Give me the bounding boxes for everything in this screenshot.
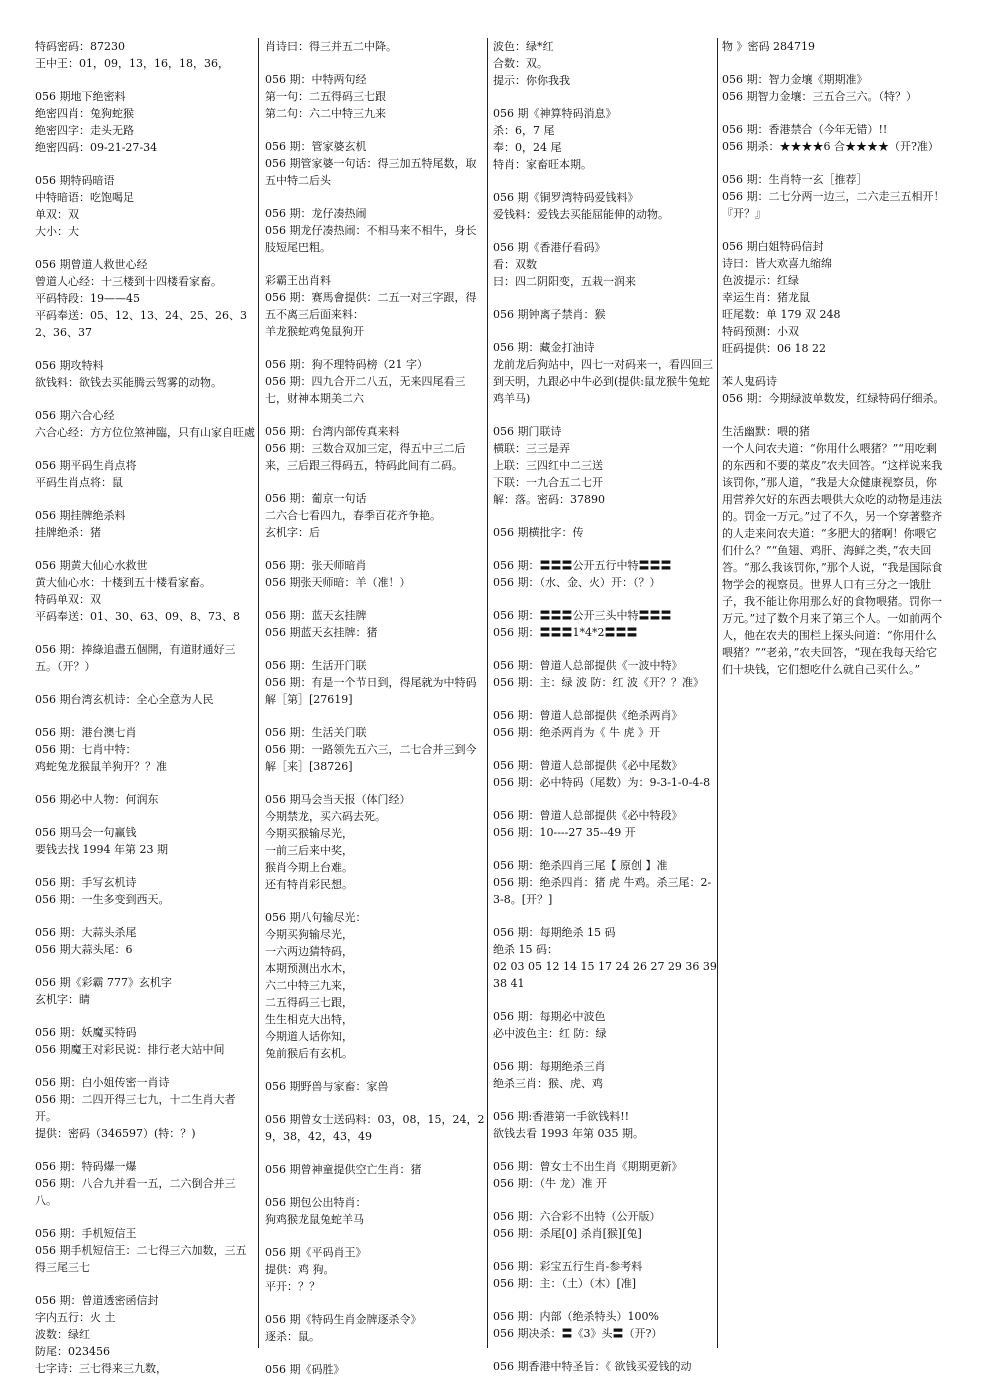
text-block — [35, 407, 257, 441]
text-line: 平码奉送：05、12、13、24、25、26、32、36、37 — [35, 309, 247, 339]
text-block — [265, 607, 487, 641]
text-line: 今期买猴输尽光， — [265, 827, 353, 840]
text-line: 生生相克大出特， — [265, 1013, 353, 1026]
text-line: 中特暗语：吃饱喝足 — [35, 191, 134, 204]
text-block — [493, 423, 717, 508]
text-block — [493, 189, 717, 223]
text-line: 056 期：六合彩不出特（公开版） — [493, 1210, 661, 1223]
text-line: 056 期大蒜头尾：6 — [35, 943, 133, 956]
text-line: 056 期横批字：传 — [493, 526, 584, 539]
text-line: 056 期黄大仙心水救世 — [35, 559, 148, 572]
text-line: 056 期挂牌绝杀料 — [35, 509, 126, 522]
text-line: 056 期：（水、金、火）开：（？） — [493, 576, 661, 589]
text-line: 鸡蛇兔龙猴鼠羊狗开？？准 — [35, 760, 167, 773]
text-line: 提示：你你我我 — [493, 74, 570, 87]
text-line: 056 期：香港禁合（今年无错）!! — [722, 123, 888, 136]
text-line: 逐杀：鼠。 — [265, 1330, 320, 1343]
text-line: 056 期：曾道透密函信封 — [35, 1294, 159, 1307]
text-block — [35, 791, 257, 808]
text-line: 056 期：杀尾[0] 杀肖[猴][兔] — [493, 1227, 642, 1240]
text-line: 056 期：生活关门联 — [265, 726, 367, 739]
text-line: 欲钱料：欲钱去买能腾云驾雾的动物。 — [35, 376, 222, 389]
text-line: 七字诗：三七得来三九数， — [35, 1362, 167, 1375]
text-line: 兔前猴后有玄机。 — [265, 1047, 353, 1060]
text-block — [493, 38, 717, 89]
text-block — [493, 1308, 717, 1342]
text-line: 056 期：龙仔凑热闹 — [265, 207, 367, 220]
text-line: 奉：0，24 尾 — [493, 141, 562, 154]
text-block — [265, 1078, 487, 1095]
text-line: 056 期必中人物：何润东 — [35, 793, 159, 806]
text-line: 056 期：藏金打油诗 — [493, 341, 595, 354]
text-line: 056 期：曾道人总部提供《必中尾数》 — [493, 759, 683, 772]
text-line: 提供：鸡 狗。 — [265, 1263, 335, 1276]
text-line: 056 期：〓〓〓1*4*2〓〓〓 — [493, 626, 638, 639]
text-line: 056 期野兽与家畜：家兽 — [265, 1080, 389, 1093]
text-line: 幸运生肖：猪龙鼠 — [722, 291, 810, 304]
text-line: 056 期：绝杀四肖三尾【 原创 】准 — [493, 859, 668, 872]
text-line: 056 期：今期绿波单数发，红绿特码仔细杀。 — [722, 392, 945, 405]
text-line: 056 期《铜罗湾特码爱钱料》 — [493, 191, 639, 204]
text-line: 056 期决杀：〓《3》头〓（开?） — [493, 1327, 663, 1340]
text-line: 看：双数 — [493, 258, 537, 271]
text-line: 合数：双。 — [493, 57, 548, 70]
text-line: 056 期：捧綠追盡五個開，有道財通好三五。（开？） — [35, 643, 236, 673]
text-line: 绝密四字：走头无路 — [35, 124, 134, 137]
text-block — [35, 256, 257, 341]
text-block — [35, 874, 257, 908]
text-block — [722, 238, 946, 357]
text-line: 056 期：港台澳七肖 — [35, 726, 137, 739]
text-block — [265, 356, 487, 407]
text-line: 横联：三三是弄 — [493, 442, 570, 455]
text-line: 挂牌绝杀：猪 — [35, 526, 101, 539]
text-line: 056 期：特码爆一爆 — [35, 1160, 137, 1173]
text-block — [722, 121, 946, 155]
text-block — [35, 924, 257, 958]
text-line: 字内五行：火 土 — [35, 1311, 116, 1324]
text-line: 056 期：〓〓〓公开三头中特〓〓〓 — [493, 609, 672, 622]
text-line: 02 03 05 12 14 15 17 24 26 27 29 36 39 38 41 — [493, 960, 721, 990]
text-line: 056 期：妖魔买特码 — [35, 1026, 137, 1039]
text-line: 二五得码三七跟， — [265, 996, 353, 1009]
text-line: 爱钱料：爱钱去买能屈能伸的动物。 — [493, 208, 669, 221]
text-line: 056 期：葡京一句话 — [265, 492, 367, 505]
text-block — [265, 1361, 487, 1378]
text-line: 056 期：有是一个节日到，得尾就为中特码解［第］[27619] — [265, 676, 477, 706]
text-line: 056 期曾神童提供空亡生肖：猪 — [265, 1163, 422, 1176]
text-block — [493, 524, 717, 541]
text-line: 056 期马会一句赢钱 — [35, 826, 137, 839]
column-divider — [258, 38, 259, 1348]
text-line: 还有特肖彩民想。 — [265, 878, 353, 891]
text-line: 056 期：（牛 龙）准 开 — [493, 1177, 607, 1190]
column-divider — [487, 38, 488, 1348]
text-line: 羊龙猴蛇鸡兔鼠狗开 — [265, 325, 364, 338]
text-block — [722, 423, 946, 678]
text-block — [35, 824, 257, 858]
text-line: 056 期：曾道人总部提供《必中特段》 — [493, 809, 683, 822]
text-block — [35, 974, 257, 1008]
text-block — [493, 1208, 717, 1242]
text-block — [265, 71, 487, 122]
text-block — [493, 105, 717, 173]
text-block — [265, 205, 487, 256]
text-line: 056 期《码胜》 — [265, 1363, 345, 1376]
text-line: 056 期《彩霸 777》玄机字 — [35, 976, 172, 989]
text-line: 旺尾数：单 179 双 248 — [722, 308, 841, 321]
text-line: 色波提示：红绿 — [722, 274, 799, 287]
text-block — [35, 641, 257, 675]
text-line: 056 期：主：绿 波 防：红 波《开？？准》 — [493, 676, 704, 689]
text-line: 056 期：生肖特一玄［推荐］ — [722, 173, 868, 186]
text-line: 第一句：二五得码三七跟 — [265, 90, 386, 103]
text-line: 物 》密码 284719 — [722, 40, 815, 53]
text-line: 056 期：手机短信王 — [35, 1227, 137, 1240]
text-line: 下联：一九合五二七开 — [493, 476, 603, 489]
text-block — [35, 88, 257, 156]
text-line: 要钱去找 1994 年第 23 期 — [35, 843, 168, 856]
text-line: 056 期：〓〓〓公开五行中特〓〓〓 — [493, 559, 672, 572]
text-line: 056 期：四九合开二八五，无来四尾看三七，财神本期美二六 — [265, 375, 466, 405]
text-line: 056 期：曾道人总部提供《绝杀两肖》 — [493, 709, 683, 722]
text-line: 欲钱去看 1993 年第 035 期。 — [493, 1127, 644, 1140]
text-block — [35, 38, 257, 72]
text-line: 曾道人心经：十三楼到十四楼看家畜。 — [35, 275, 222, 288]
text-line: 猴肖今期上台难。 — [265, 861, 353, 874]
text-line: 056 期门联诗 — [493, 425, 562, 438]
text-line: 056 期手机短信王：二七得三六加数，三五得三尾三七 — [35, 1244, 247, 1274]
text-line: 056 期蓝天玄挂牌：猪 — [265, 626, 378, 639]
text-line: 056 期：蓝天玄挂牌 — [265, 609, 367, 622]
text-line: 056 期杀：★★★★6 合★★★★（开?准） — [722, 140, 939, 153]
text-line: 六二中特三九来， — [265, 979, 353, 992]
text-line: 056 期：七肖中特： — [35, 743, 137, 756]
text-block — [493, 1008, 717, 1042]
text-line: 056 期白姐特码信封 — [722, 240, 824, 253]
text-line: 056 期钟离子禁肖：猴 — [493, 308, 606, 321]
text-line: 056 期：手写玄机诗 — [35, 876, 137, 889]
text-line: 玄机字：睛 — [35, 993, 90, 1006]
text-line: 一个人问农夫道：“你用什么喂猪？”“用吃剩的东西和不要的菜皮”农夫回答。“这样说来我该罚你，”那人道，“我是大众健康视察员，你用营养欠好的东西去喂供大众吃的动物是违法的。罚金一万元。”过了不久，另一个穿著整齐的人走来问农夫道：“多肥大的猪啊！你喂它们什么？”“鱼翅、鸡肝、海鲜之类，”农夫回答。“那么我该罚你，”那个人说，“我是国际食物学会的视察员。世界人口有三分之一饿肚子，我不能让你用那么好的食物喂猪。罚你一万元。”过了数个月来了第三个人。一如前两个人，他在农夫的围栏上探头问道：“你用什么喂猪？”“老弟，”农夫回答，“现在我每天给它们十块钱，它们想吃什么就自己买什么。” — [722, 442, 943, 676]
text-line: 一六两边猜特码， — [265, 945, 353, 958]
text-line: 056 期张天师暗：羊（准！） — [265, 576, 411, 589]
text-line: 056 期特码暗语 — [35, 174, 115, 187]
text-line: 防尾：023456 — [35, 1345, 110, 1358]
text-line: 056 期：必中特码（尾数）为：9-3-1-0-4-8 — [493, 776, 711, 789]
text-block — [493, 707, 717, 741]
text-line: 056 期《特码生肖金牌逐杀令》 — [265, 1313, 422, 1326]
text-block — [35, 1225, 257, 1276]
text-line: 玄机字：后 — [265, 526, 320, 539]
text-line: 056 期：台湾内部传真来料 — [265, 425, 400, 438]
text-block — [493, 1258, 717, 1292]
text-block — [722, 71, 946, 105]
text-line: 056 期管家婆一句话：得三加五特尾数，取五中特二后头 — [265, 157, 477, 187]
text-block — [265, 1244, 487, 1295]
text-block — [493, 607, 717, 641]
text-line: 狗鸡猴龙鼠兔蛇羊马 — [265, 1213, 364, 1226]
text-line: 056 期：绝杀四肖：猪 虎 牛鸡。杀三尾：2-3-8。[开？] — [493, 876, 712, 906]
text-block — [35, 1292, 257, 1377]
text-block — [35, 724, 257, 775]
text-line: 056 期平码生肖点将 — [35, 459, 137, 472]
text-line: 056 期：内部（绝杀特头）100% — [493, 1310, 659, 1323]
text-line: 056 期八句输尽光： — [265, 911, 367, 924]
text-line: 平码生肖点将：鼠 — [35, 476, 123, 489]
text-line: 056 期：一路领先五六三，二七合并三到今解［来］[38726] — [265, 743, 477, 773]
column-1 — [35, 38, 257, 1388]
text-line: 波色：绿*红 — [493, 40, 554, 53]
text-block — [265, 138, 487, 189]
text-line: 056 期：一生多变到西天。 — [35, 893, 170, 906]
text-line: 056 期：三数合双加三定，得五中三二后来，三后跟三得码五，特码此间有二码。 — [265, 442, 466, 472]
text-line: 绝杀三肖：猴、虎、鸡 — [493, 1077, 603, 1090]
text-line: 绝密四肖：兔狗蛇猴 — [35, 107, 134, 120]
text-line: 杀：6，7 尾 — [493, 124, 555, 137]
text-block — [265, 657, 487, 708]
text-block — [35, 457, 257, 491]
text-line: 056 期：曾道人总部提供《一波中特》 — [493, 659, 683, 672]
text-line: 056 期：二七分两一边三，二六走三五相开！『开？』 — [722, 190, 945, 220]
text-line: 提供：密码（346597）(特：？) — [35, 1127, 196, 1140]
text-block — [493, 657, 717, 691]
text-line: 绝密四码：09-21-27-34 — [35, 141, 158, 154]
text-line: 诗曰：皆大欢喜九缩绵 — [722, 257, 832, 270]
text-line: 王中王：01，09，13，16，18，36， — [35, 57, 229, 70]
text-line: 056 期：绝杀两肖为《 牛 虎 》开 — [493, 726, 660, 739]
text-line: 龙前龙后狗站中，四七一对码来一，看四回三到天明，九跟必中牛必到(提供:鼠龙猴牛兔蛇鸡羊马) — [493, 358, 713, 405]
text-line: 056 期：10----27 35--49 开 — [493, 826, 636, 839]
text-block — [722, 373, 946, 407]
text-line: 056 期：每期必中波色 — [493, 1010, 606, 1023]
text-line: 平开：？？ — [265, 1280, 320, 1293]
text-block — [493, 239, 717, 290]
text-line: 今期买狗输尽光， — [265, 928, 353, 941]
text-line: 056 期曾女士送码料：03，08，15，24，29，38，42，43，49 — [265, 1113, 485, 1143]
text-line: 056 期：二四开得三七九，十二生肖大者开。 — [35, 1093, 236, 1123]
text-block — [493, 807, 717, 841]
text-line: 旺码提供：06 18 22 — [722, 342, 826, 355]
text-line: 056 期：管家婆玄机 — [265, 140, 367, 153]
text-line: 056 期:香港第一手欲钱料!! — [493, 1110, 630, 1123]
text-block — [265, 557, 487, 591]
text-block — [265, 909, 487, 1062]
text-line: 056 期：赛馬會提供：二五一对三字跟，得五不离三后面来料： — [265, 291, 477, 321]
text-line: 056 期《香港仔看码》 — [493, 241, 606, 254]
text-line: 本期预测出水木， — [265, 962, 353, 975]
text-line: 肖诗曰：得三并五二中降。 — [265, 40, 397, 53]
text-line: 056 期智力金壤：三五合三六。（特？） — [722, 90, 917, 103]
text-line: 056 期：曾女士不出生肖《期期更新》 — [493, 1160, 683, 1173]
text-line: 056 期《平码肖王》 — [265, 1246, 367, 1259]
text-line: 056 期：中特两句经 — [265, 73, 367, 86]
text-block — [493, 557, 717, 591]
text-line: 生活幽默：喂的猪 — [722, 425, 810, 438]
text-block — [493, 924, 721, 992]
text-block — [265, 1161, 487, 1178]
text-line: 056 期攻特料 — [35, 359, 104, 372]
text-line: 第二句：六二中特三九来 — [265, 107, 386, 120]
text-block — [35, 557, 257, 625]
text-block — [493, 757, 717, 791]
text-line: 平码特段：19——45 — [35, 292, 140, 305]
text-line: 056 期：白小姐传密一肖诗 — [35, 1076, 170, 1089]
text-line: 特码预测：小双 — [722, 325, 799, 338]
text-block — [265, 1194, 487, 1228]
column-2 — [265, 38, 487, 1388]
text-line: 曰：四二阴阳变，五栽一润来 — [493, 275, 636, 288]
text-line: 056 期龙仔凑热闹：不相马来不相牛，身长肢短尾巴粗。 — [265, 224, 477, 254]
text-line: 特肖：家畜旺本期。 — [493, 158, 592, 171]
column-3 — [493, 38, 721, 1388]
text-block — [265, 724, 487, 775]
text-line: 上联：三四红中二三送 — [493, 459, 603, 472]
text-block — [265, 1111, 487, 1145]
text-line: 平码奉送：01、30、63、09、8、73、8 — [35, 610, 240, 623]
text-line: 056 期：彩宝五行生肖-参考料 — [493, 1260, 643, 1273]
text-block — [493, 1058, 717, 1092]
text-block — [493, 306, 717, 323]
text-line: 056 期：每期绝杀 15 码 — [493, 926, 616, 939]
text-line: 056 期：大蒜头杀尾 — [35, 926, 137, 939]
text-line: 056 期地下绝密料 — [35, 90, 126, 103]
text-line: 056 期：八合九并看一五，二六倒合并三八。 — [35, 1177, 236, 1207]
text-line: 特码单双：双 — [35, 593, 101, 606]
text-line: 056 期魔王对彩民说：排行老大站中间 — [35, 1043, 225, 1056]
text-line: 056 期包公出特肖： — [265, 1196, 367, 1209]
text-line: 056 期曾道人救世心经 — [35, 258, 148, 271]
text-line: 今期道人话你知， — [265, 1030, 353, 1043]
text-line: 波数：绿红 — [35, 1328, 90, 1341]
text-block — [265, 272, 487, 340]
text-line: 解：落。密码：37890 — [493, 493, 605, 506]
text-line: 056 期六合心经 — [35, 409, 115, 422]
text-line: 一前三后来中奖， — [265, 844, 353, 857]
text-line: 彩霸王出肖料 — [265, 274, 331, 287]
text-block — [35, 1024, 257, 1058]
text-line: 056 期《神算特码消息》 — [493, 107, 617, 120]
text-block — [265, 1311, 487, 1345]
text-line: 绝杀 15 码： — [493, 943, 558, 956]
text-block — [493, 1358, 717, 1375]
text-block — [722, 38, 946, 55]
text-line: 056 期：张天师暗肖 — [265, 559, 367, 572]
text-block — [493, 857, 717, 908]
text-line: 黄大仙心水：十楼到五十楼看家畜。 — [35, 576, 211, 589]
text-block — [265, 791, 487, 893]
text-block — [35, 691, 257, 708]
text-line: 056 期：生活开门联 — [265, 659, 367, 672]
text-block — [35, 1158, 257, 1209]
text-block — [35, 357, 257, 391]
text-line: 二六合七看四九，春季百花齐争艳。 — [265, 509, 441, 522]
text-line: 单双：双 — [35, 208, 79, 221]
text-line: 苯人鬼码诗 — [722, 375, 777, 388]
text-line: 056 期香港中特圣旨：《 欲钱买爱钱的动 — [493, 1360, 692, 1373]
text-block — [493, 1158, 717, 1192]
text-line: 056 期台湾玄机诗：全心全意为人民 — [35, 693, 214, 706]
text-block — [35, 507, 257, 541]
text-line: 056 期：狗不理特码榜（21 字） — [265, 358, 428, 371]
text-line: 056 期：智力金壤《期期准》 — [722, 73, 868, 86]
text-block — [722, 171, 946, 222]
column-divider — [717, 38, 718, 1348]
text-line: 056 期马会当天报（体门经） — [265, 793, 411, 806]
column-4 — [722, 38, 946, 1388]
text-line: 必中波色主：红 防：绿 — [493, 1027, 607, 1040]
text-line: 056 期：每期绝杀三肖 — [493, 1060, 606, 1073]
text-line: 六合心经：方方位位煞神臨，只有山家自旺處 — [35, 426, 255, 439]
text-line: 大小：大 — [35, 225, 79, 238]
text-block — [265, 490, 487, 541]
text-block — [35, 172, 257, 240]
text-line: 今期禁龙，买六码去死。 — [265, 810, 386, 823]
text-line: 056 期：主：（土）（木）[准] — [493, 1277, 637, 1290]
text-block — [35, 1074, 257, 1142]
text-block — [493, 1108, 717, 1142]
text-block — [265, 423, 487, 474]
text-block — [493, 339, 717, 407]
text-line: 特码密码：87230 — [35, 40, 125, 53]
text-block — [265, 38, 487, 55]
